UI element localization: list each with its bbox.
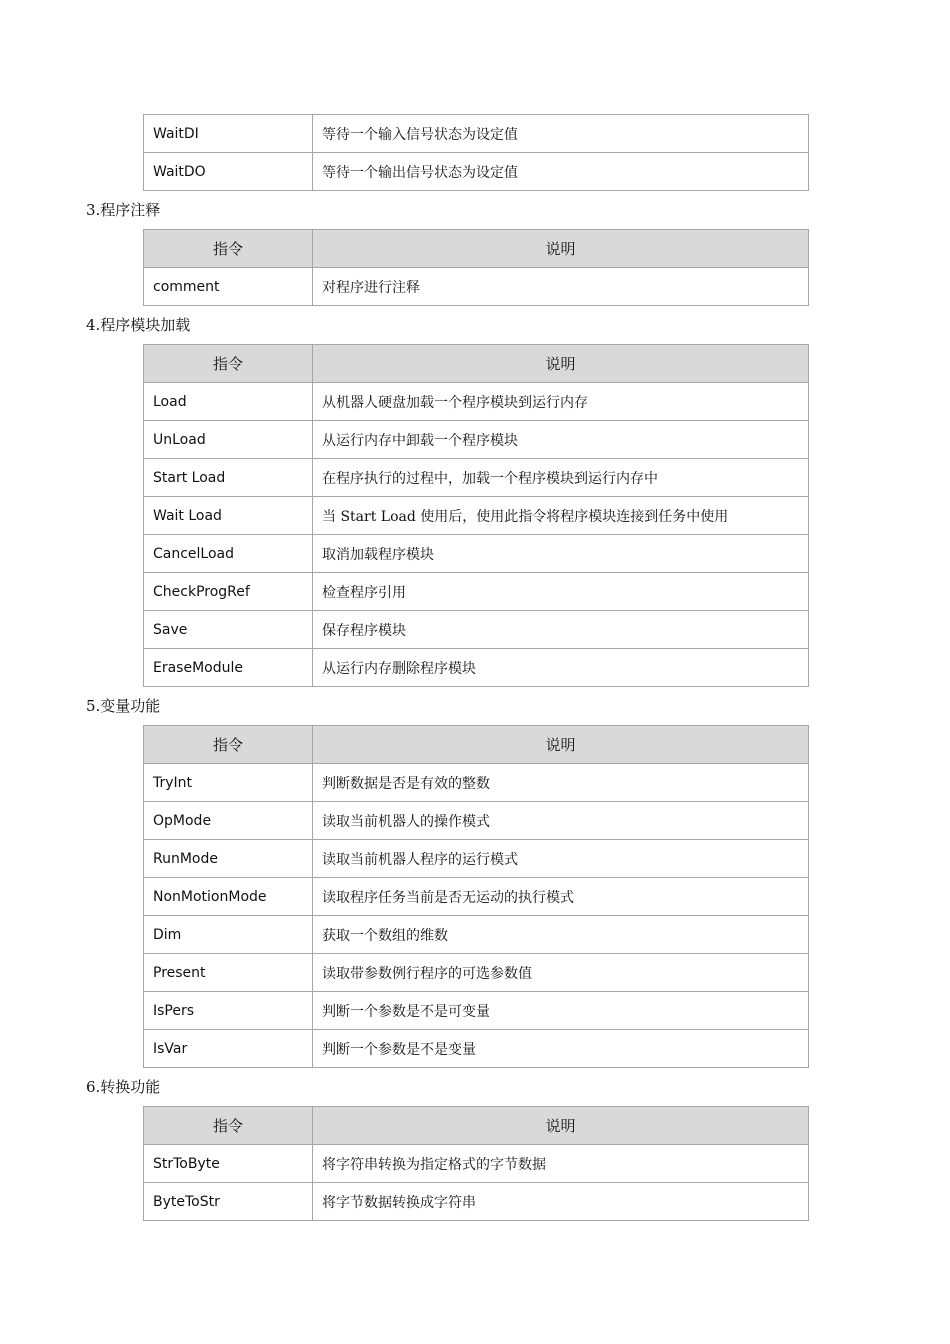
table-row [144,1183,809,1221]
column-header-instruction: 指令 [144,230,313,268]
table-header-row [144,726,809,764]
instruction-cell: RunMode [144,840,313,878]
instruction-cell: WaitDI [144,115,313,153]
description-cell: 判断一个参数是不是可变量 [313,992,809,1030]
description-cell: 判断一个参数是不是变量 [313,1030,809,1068]
column-header-description: 说明 [313,230,809,268]
description-cell: 检查程序引用 [313,573,809,611]
table-row [144,840,809,878]
table-row [144,497,809,535]
section-heading-conversion-functions: 6.转换功能 [86,1078,161,1096]
table-row [144,916,809,954]
description-cell: 读取当前机器人程序的运行模式 [313,840,809,878]
continued-instruction-table [143,114,809,191]
table-row [144,1030,809,1068]
conversion-functions-table [143,1106,809,1221]
column-header-description: 说明 [313,1107,809,1145]
description-cell: 保存程序模块 [313,611,809,649]
column-header-instruction: 指令 [144,345,313,383]
table-row [144,802,809,840]
description-cell: 对程序进行注释 [313,268,809,306]
table-row [144,153,809,191]
instruction-cell: comment [144,268,313,306]
column-header-instruction: 指令 [144,726,313,764]
column-header-description: 说明 [313,726,809,764]
description-cell: 从运行内存中卸载一个程序模块 [313,421,809,459]
table-row [144,268,809,306]
instruction-cell: Present [144,954,313,992]
table-row [144,764,809,802]
table-row [144,878,809,916]
description-cell: 读取带参数例行程序的可选参数值 [313,954,809,992]
instruction-cell: IsVar [144,1030,313,1068]
description-cell: 当 Start Load 使用后，使用此指令将程序模块连接到任务中使用 [313,497,809,535]
table-row [144,421,809,459]
description-cell: 取消加载程序模块 [313,535,809,573]
table-row [144,383,809,421]
document-page [0,114,950,1221]
table-row [144,115,809,153]
description-cell: 读取当前机器人的操作模式 [313,802,809,840]
instruction-cell: OpMode [144,802,313,840]
column-header-description: 说明 [313,345,809,383]
section-heading-program-comment: 3.程序注释 [86,201,161,219]
instruction-cell: Load [144,383,313,421]
instruction-cell: ByteToStr [144,1183,313,1221]
column-header-instruction: 指令 [144,1107,313,1145]
description-cell: 从机器人硬盘加载一个程序模块到运行内存 [313,383,809,421]
instruction-cell: Start Load [144,459,313,497]
instruction-cell: IsPers [144,992,313,1030]
table-row [144,535,809,573]
description-cell: 读取程序任务当前是否无运动的执行模式 [313,878,809,916]
description-cell: 在程序执行的过程中，加载一个程序模块到运行内存中 [313,459,809,497]
table-header-row [144,1107,809,1145]
description-cell: 将字节数据转换成字符串 [313,1183,809,1221]
variable-functions-table [143,725,809,1068]
description-cell: 等待一个输入信号状态为设定值 [313,115,809,153]
instruction-cell: CheckProgRef [144,573,313,611]
table-row [144,1145,809,1183]
description-cell: 从运行内存删除程序模块 [313,649,809,687]
description-cell: 判断数据是否是有效的整数 [313,764,809,802]
instruction-cell: Wait Load [144,497,313,535]
table-header-row [144,230,809,268]
instruction-cell: UnLoad [144,421,313,459]
instruction-cell: CancelLoad [144,535,313,573]
instruction-cell: NonMotionMode [144,878,313,916]
table-row [144,649,809,687]
instruction-cell: Save [144,611,313,649]
module-loading-table [143,344,809,687]
description-cell: 将字符串转换为指定格式的字节数据 [313,1145,809,1183]
table-row [144,459,809,497]
instruction-cell: Dim [144,916,313,954]
section-heading-module-loading: 4.程序模块加载 [86,316,191,334]
instruction-cell: TryInt [144,764,313,802]
description-cell: 获取一个数组的维数 [313,916,809,954]
description-cell: 等待一个输出信号状态为设定值 [313,153,809,191]
table-row [144,573,809,611]
instruction-cell: StrToByte [144,1145,313,1183]
table-row [144,954,809,992]
instruction-cell: WaitDO [144,153,313,191]
table-header-row [144,345,809,383]
program-comment-table [143,229,809,306]
section-heading-variable-functions: 5.变量功能 [86,697,161,715]
table-row [144,611,809,649]
table-row [144,992,809,1030]
instruction-cell: EraseModule [144,649,313,687]
